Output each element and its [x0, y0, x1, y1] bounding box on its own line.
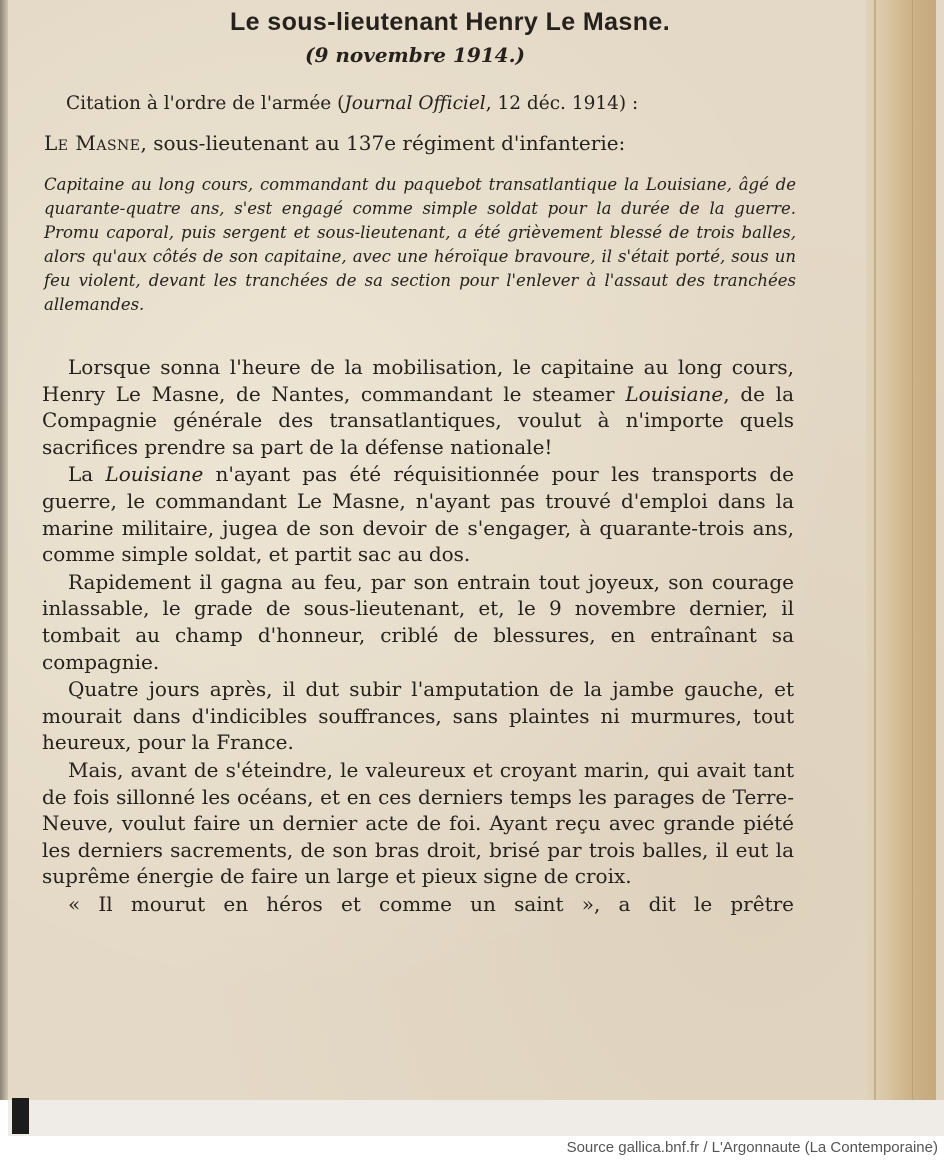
citation-text: Capitaine au long cours, commandant du paquebot transatlantique la Louisiane, âgé de quarante-quatre ans, s'est engagé comme simple soldat pour la durée de la guerre. Promu caporal, puis sergent et sous-lieutenant, a été grièvement blessé de trois balles, alors qu'aux côtés de son capitaine, avec une héroïque bravoure, il s'était porté, sous un feu violent, devant les tranchées de sa section pour l'enlever à l'assaut des tranchées allemandes.	[44, 175, 796, 315]
paragraph-text: Lorsque sonna l'heure de la mobilisation, le capitaine au long cours, Henry Le Masne, de Nantes, commandant le steamer	[42, 355, 794, 406]
paragraph-text: , de la Compagnie générale des transatlantiques, voulut à n'importe quels sacrifices prendre sa part de la défense nationale!	[42, 381, 795, 459]
paragraph-text: La	[68, 462, 106, 487]
citation-heading	[66, 93, 766, 114]
citation-prefix: Citation à l'ordre de l'armée (	[66, 93, 345, 114]
paragraph	[42, 461, 794, 567]
subject-name: Le Masne	[44, 131, 141, 155]
source-credit: Source gallica.bnf.fr / L'Argonnaute (La Contemporaine)	[566, 1139, 938, 1156]
citation-journal: Journal Officiel	[344, 93, 486, 114]
paragraph: Mais, avant de s'éteindre, le valeureux et croyant marin, qui avait tant de fois sillonné les océans, et en ces derniers temps les parages de Terre-Neuve, voulut faire un dernier acte de foi. Ayant reçu avec grande piété les derniers sacrements, de son bras droit, brisé par trois balles, il eut la suprême énergie de faire un large et pieux signe de croix.	[42, 757, 794, 889]
article-body	[42, 354, 794, 917]
paragraph	[42, 354, 794, 460]
subject-rank: , sous-lieutenant au 137e régiment d'infanterie:	[140, 131, 626, 155]
article-date: (9 novembre 1914.)	[304, 43, 526, 67]
paragraph: Rapidement il gagna au feu, par son entrain tout joyeux, son courage inlassable, le grade de sous-lieutenant, et, le 9 novembre dernier, il tombait au champ d'honneur, criblé de blessures, en entraînant sa compagnie.	[42, 569, 794, 674]
scan-bottom-margin	[8, 1100, 944, 1136]
ship-name: Louisiane	[625, 381, 724, 406]
paragraph: « Il mourut en héros et comme un saint », a dit le prêtre	[68, 891, 794, 916]
subject-line	[44, 131, 804, 155]
scan-edge-mark	[12, 1098, 29, 1134]
paragraph-text: n'ayant pas été réquisitionnée pour les transports de guerre, le commandant Le Masne, n'ayant pas trouvé d'emploi dans la marine militaire, jugea de son devoir de s'engager, à quarante-trois ans, comme simple soldat, et partit sac au dos.	[42, 462, 794, 567]
paragraph: Quatre jours après, il dut subir l'amputation de la jambe gauche, et mourait dans d'indicibles souffrances, sans plaintes ni murmures, tout heureux, pour la France.	[42, 677, 794, 755]
citation-suffix: , 12 déc. 1914) :	[485, 93, 639, 114]
ship-name: Louisiane	[105, 462, 204, 487]
article-title: Le sous-lieutenant Henry Le Masne.	[229, 8, 671, 36]
